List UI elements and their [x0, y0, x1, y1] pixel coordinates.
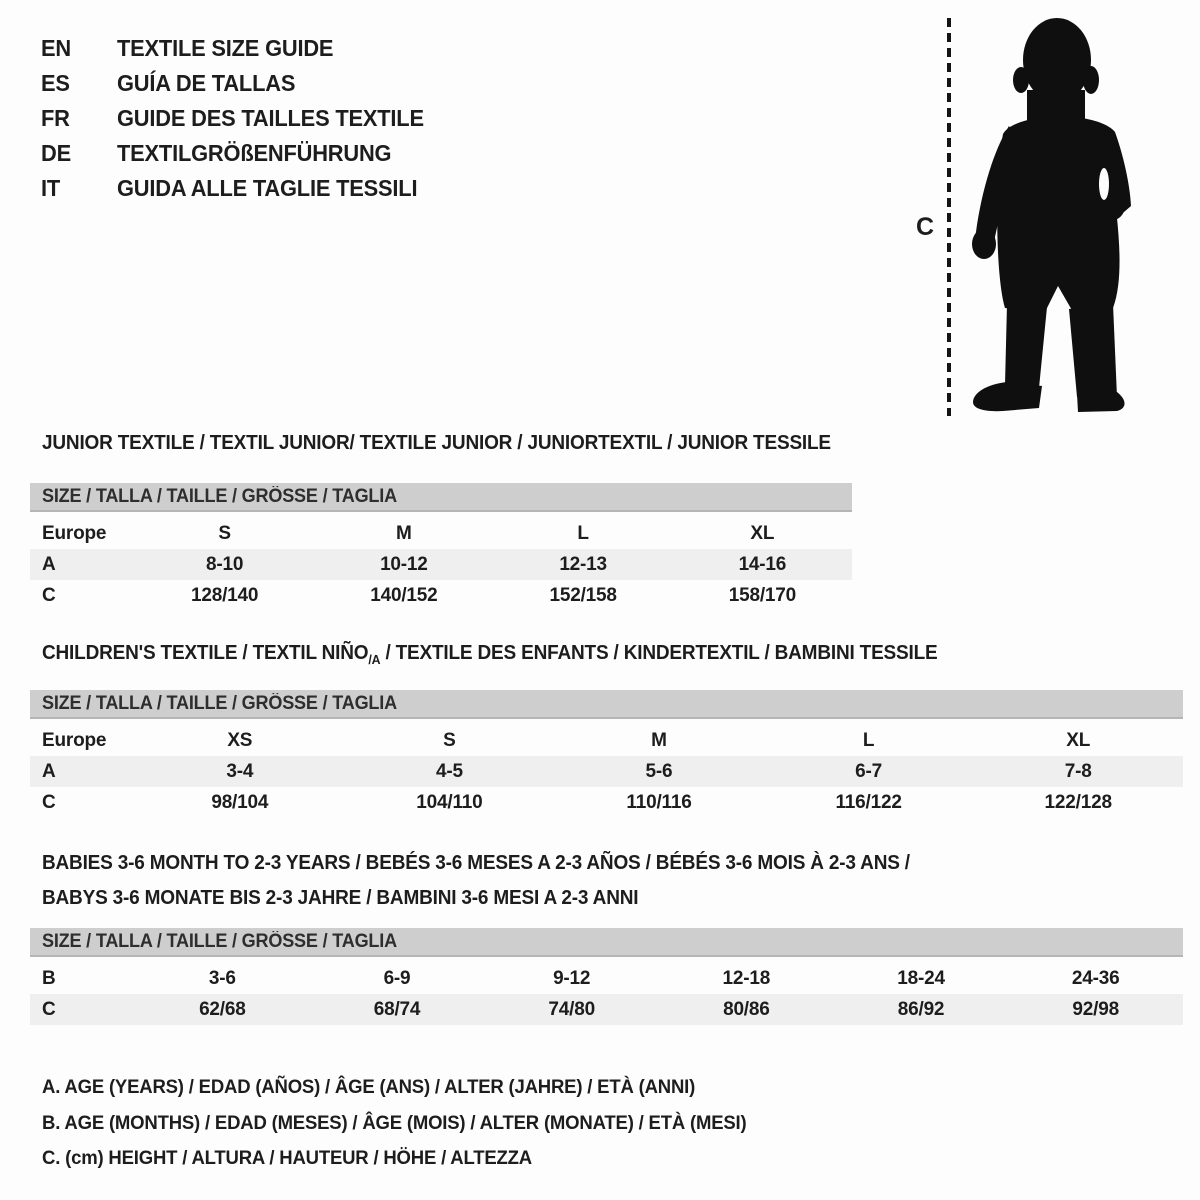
- size-header-label: SIZE / TALLA / TAILLE / GRÖSSE / TAGLIA: [42, 692, 397, 714]
- table-row: [30, 756, 1183, 787]
- children-title-prefix: CHILDREN'S TEXTILE / TEXTIL NIÑO: [42, 642, 369, 664]
- language-code: ES: [41, 70, 70, 96]
- age-cell: 3-6: [208, 967, 236, 989]
- babies-section-title: [42, 846, 956, 916]
- size-header-bar: [30, 928, 1183, 957]
- language-list: [41, 31, 444, 206]
- height-cell: 128/140: [190, 584, 259, 606]
- age-cell: 3-4: [226, 760, 254, 782]
- size-header-label: SIZE / TALLA / TAILLE / GRÖSSE / TAGLIA: [42, 485, 397, 507]
- age-cell: 7-8: [1064, 760, 1092, 782]
- height-cell: 140/152: [370, 584, 438, 606]
- size-cell: S: [443, 729, 456, 751]
- language-code: EN: [41, 35, 71, 61]
- age-cell: 9-12: [553, 967, 591, 989]
- height-cell: 68/74: [373, 998, 421, 1020]
- age-cell: 5-6: [645, 760, 673, 782]
- language-code: FR: [41, 105, 70, 131]
- age-cell: 12-13: [559, 553, 607, 575]
- age-cell: 6-9: [383, 967, 411, 989]
- junior-section-title: JUNIOR TEXTILE / TEXTIL JUNIOR/ TEXTILE JUNIOR / JUNIORTEXTIL / JUNIOR TESSILE: [42, 432, 831, 454]
- table-row: [30, 725, 1183, 756]
- age-cell: 18-24: [897, 967, 945, 989]
- size-header-bar: [30, 483, 852, 512]
- size-header-bar: [30, 690, 1183, 719]
- language-row-de: [41, 136, 424, 171]
- language-code: IT: [41, 175, 61, 201]
- row-label: A: [42, 553, 56, 575]
- language-row-it: [41, 171, 424, 206]
- table-row: [30, 994, 1183, 1025]
- children-title-subscript: /A: [368, 652, 381, 667]
- age-cell: 12-18: [722, 967, 771, 989]
- size-cell: M: [396, 522, 412, 544]
- language-title: GUIDA ALLE TAGLIE TESSILI: [117, 175, 418, 201]
- table-row: [30, 518, 852, 549]
- height-cell: 152/158: [549, 584, 617, 606]
- height-cell: 110/116: [626, 791, 692, 813]
- height-cell: 74/80: [548, 998, 595, 1020]
- size-cell: XL: [750, 522, 775, 544]
- size-cell: XS: [227, 729, 253, 751]
- age-cell: 4-5: [435, 760, 463, 782]
- table-row: [30, 787, 1183, 818]
- size-header-label: SIZE / TALLA / TAILLE / GRÖSSE / TAGLIA: [42, 930, 397, 952]
- height-cell: 116/122: [835, 791, 902, 813]
- height-cell: 80/86: [723, 998, 770, 1020]
- measurement-legend: [42, 1070, 784, 1177]
- language-title: GUIDE DES TAILLES TEXTILE: [117, 105, 424, 131]
- row-label: B: [42, 967, 56, 989]
- language-code: DE: [41, 140, 71, 166]
- toddler-silhouette-image: [965, 16, 1137, 416]
- children-section-title: [42, 642, 938, 667]
- row-label: C: [42, 584, 56, 606]
- height-cell: 92/98: [1072, 998, 1119, 1020]
- height-measure-label: C: [916, 213, 934, 241]
- legend-line-c: C. (cm) HEIGHT / ALTURA / HAUTEUR / HÖHE / ALTEZZA: [42, 1147, 532, 1169]
- language-title: TEXTILE SIZE GUIDE: [117, 35, 334, 61]
- language-title: TEXTILGRÖßENFÜHRUNG: [117, 140, 392, 166]
- row-label: Europe: [42, 522, 107, 544]
- babies-title-line2: BABYS 3-6 MONATE BIS 2-3 JAHRE / BAMBINI 3-6 MESI A 2-3 ANNI: [42, 887, 639, 909]
- age-cell: 14-16: [738, 553, 787, 575]
- age-cell: 10-12: [380, 553, 428, 575]
- language-row-es: [41, 66, 424, 101]
- row-label: C: [42, 998, 56, 1020]
- height-cell: 86/92: [897, 998, 945, 1020]
- legend-line-a: A. AGE (YEARS) / EDAD (AÑOS) / ÂGE (ANS) / ALTER (JAHRE) / ETÀ (ANNI): [42, 1076, 696, 1098]
- junior-size-table: [30, 483, 852, 611]
- size-cell: L: [577, 522, 589, 544]
- age-cell: 24-36: [1071, 967, 1120, 989]
- height-measure-dashed-line: [947, 18, 951, 416]
- legend-line-b: B. AGE (MONTHS) / EDAD (MESES) / ÂGE (MOIS) / ALTER (MONATE) / ETÀ (MESI): [42, 1111, 747, 1134]
- table-row: [30, 580, 852, 611]
- height-cell: 62/68: [199, 998, 246, 1020]
- row-label: C: [42, 791, 56, 813]
- age-cell: 8-10: [206, 553, 244, 575]
- table-row: [30, 549, 852, 580]
- size-cell: XL: [1066, 729, 1091, 751]
- language-row-en: [41, 31, 424, 66]
- height-cell: 122/128: [1044, 791, 1112, 813]
- children-size-table: [30, 690, 1183, 818]
- babies-size-table: [30, 928, 1183, 1025]
- babies-title-line1: BABIES 3-6 MONTH TO 2-3 YEARS / BEBÉS 3-6 MESES A 2-3 AÑOS / BÉBÉS 3-6 MOIS À 2-3 ANS /: [42, 852, 910, 874]
- table-row: [30, 963, 1183, 994]
- children-title-suffix: / TEXTILE DES ENFANTS / KINDERTEXTIL / BAMBINI TESSILE: [380, 642, 938, 664]
- size-cell: S: [218, 522, 231, 544]
- height-cell: 98/104: [211, 791, 269, 813]
- size-cell: L: [862, 729, 875, 751]
- language-row-fr: [41, 101, 424, 136]
- row-label: Europe: [42, 729, 107, 751]
- size-cell: M: [651, 729, 667, 751]
- age-cell: 6-7: [855, 760, 883, 782]
- language-title: GUÍA DE TALLAS: [117, 70, 296, 96]
- height-cell: 104/110: [416, 791, 483, 813]
- row-label: A: [42, 760, 56, 782]
- height-cell: 158/170: [728, 584, 797, 606]
